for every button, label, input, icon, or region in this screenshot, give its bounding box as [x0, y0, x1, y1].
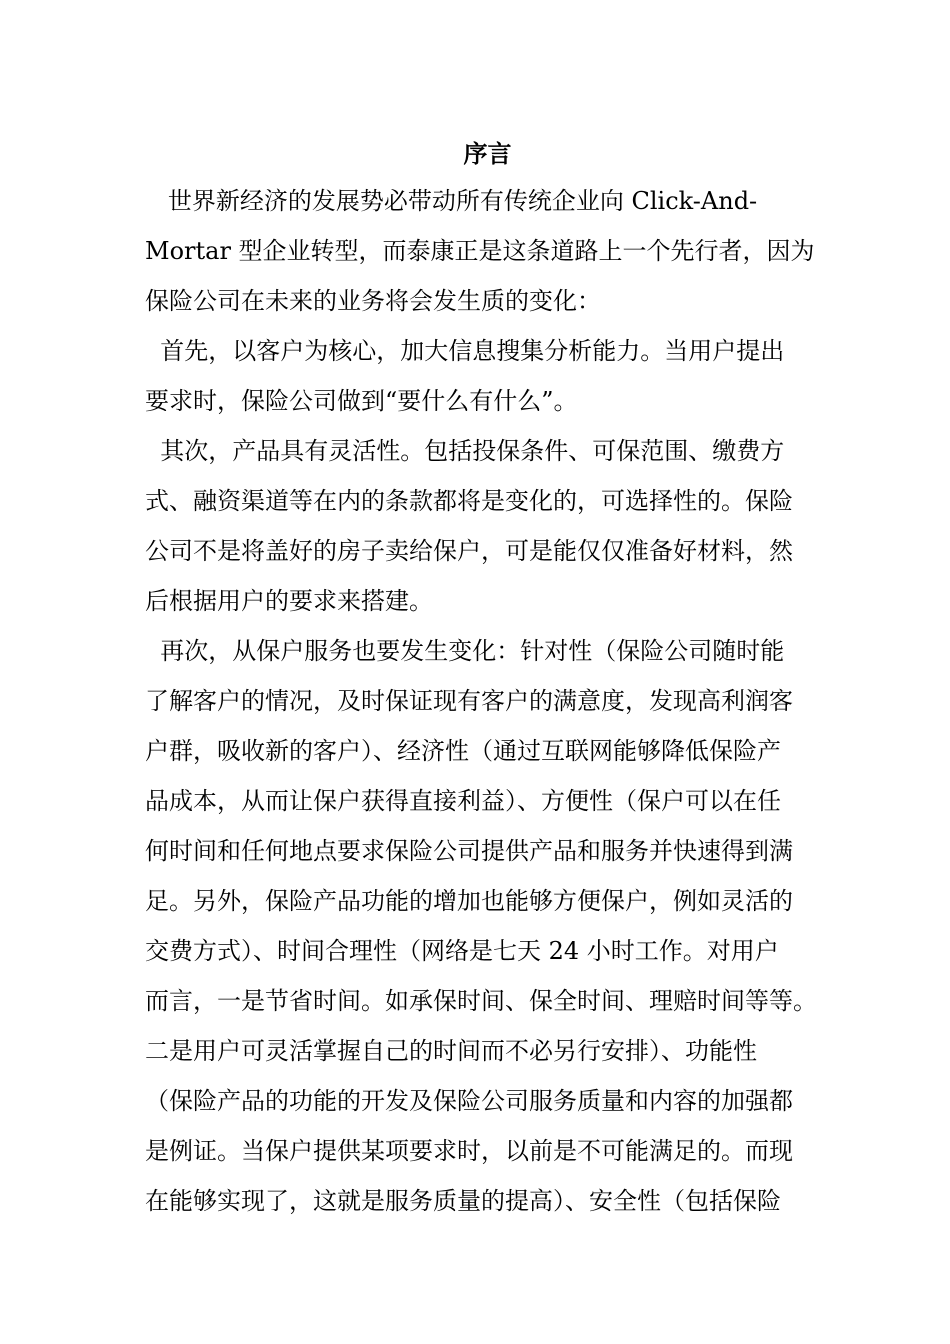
paragraph-line: 式、融资渠道等在内的条款都将是变化的，可选择性的。保险 — [145, 487, 793, 515]
paragraph-line: 公司不是将盖好的房子卖给保户，可是能仅仅准备好材料，然 — [145, 537, 793, 565]
paragraph-line: Mortar 型企业转型，而泰康正是这条道路上一个先行者，因为 — [145, 237, 815, 265]
paragraph-line: 了解客户的情况，及时保证现有客户的满意度，发现高利润客 — [145, 687, 793, 715]
paragraph-line: 要求时，保险公司做到“要什么有什么”。 — [145, 387, 578, 415]
paragraph-line: 二是用户可灵活掌握自己的时间而不必另行安排）、功能性 — [145, 1037, 757, 1065]
paragraph-line: 其次，产品具有灵活性。包括投保条件、可保范围、缴费方 — [145, 437, 785, 465]
paragraph-line: 在能够实现了，这就是服务质量的提高）、安全性（包括保险 — [145, 1187, 781, 1215]
paragraph-line: 品成本，从而让保户获得直接利益）、方便性（保户可以在任 — [145, 787, 781, 815]
paragraph-line: 保险公司在未来的业务将会发生质的变化： — [145, 287, 601, 315]
paragraph-line: 是例证。当保户提供某项要求时，以前是不可能满足的。而现 — [145, 1137, 793, 1165]
paragraph-line: 足。另外，保险产品功能的增加也能够方便保户，例如灵活的 — [145, 887, 793, 915]
paragraph-line: 首先，以客户为核心，加大信息搜集分析能力。当用户提出 — [145, 337, 785, 365]
paragraph-line: 户群，吸收新的客户）、经济性（通过互联网能够降低保险产 — [145, 737, 781, 765]
paragraph-line: 再次，从保户服务也要发生变化：针对性（保险公司随时能 — [145, 637, 785, 665]
paragraph-line: 何时间和任何地点要求保险公司提供产品和服务并快速得到满 — [145, 837, 793, 865]
paragraph-line: （保险产品的功能的开发及保险公司服务质量和内容的加强都 — [145, 1087, 793, 1115]
document-title: 序言 — [463, 139, 512, 168]
paragraph-line: 后根据用户的要求来搭建。 — [145, 587, 433, 615]
paragraph-line: 世界新经济的发展势必带动所有传统企业向 Click-And- — [145, 187, 758, 215]
paragraph-line: 交费方式）、时间合理性（网络是七天 24 小时工作。对用户 — [145, 937, 779, 965]
paragraph-line: 而言，一是节省时间。如承保时间、保全时间、理赔时间等等。 — [145, 987, 817, 1015]
